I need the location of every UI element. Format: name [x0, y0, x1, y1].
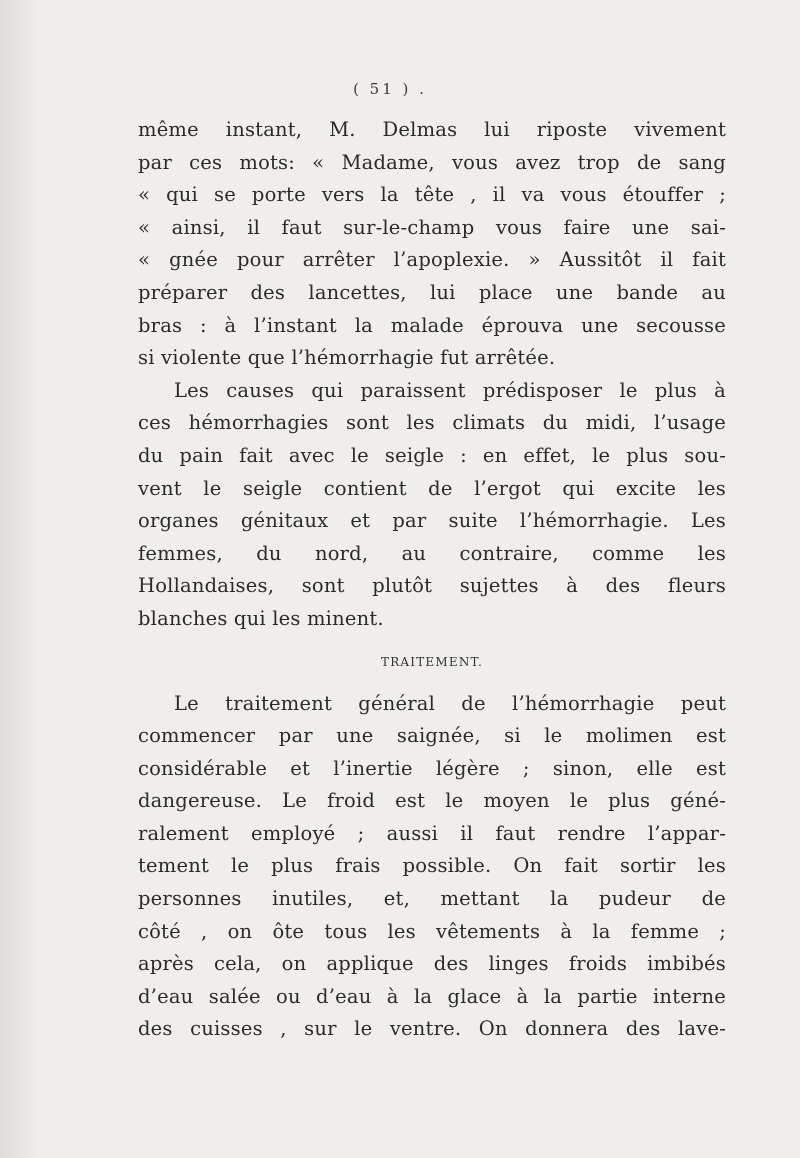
text-line: bras : à l’instant la malade éprouva une secousse [138, 313, 726, 337]
text-line: ralement employé ; aussi il faut rendre l’appar- [138, 821, 726, 845]
text-line: après cela, on applique des linges froids imbibés [138, 952, 726, 976]
body-text [138, 114, 726, 1046]
text-line: Hollandaises, sont plutôt sujettes à des fleurs [138, 574, 726, 598]
page-number: ( 51 ) . [353, 80, 427, 98]
text-line: ces hémorrhagies sont les climats du midi, l’usage [138, 411, 726, 435]
text-line: côté , on ôte tous les vêtements à la femme ; [138, 919, 726, 943]
text-line: « qui se porte vers la tête , il va vous étouffer ; [138, 183, 726, 207]
text-line: blanches qui les minent. [138, 606, 384, 630]
text-line: Le traitement général de l’hémorrhagie peut [174, 691, 726, 715]
text-line: si violente que l’hémorrhagie fut arrêtée. [138, 346, 556, 370]
text-line: préparer des lancettes, lui place une bande au [138, 280, 726, 304]
text-line: par ces mots: « Madame, vous avez trop de sang [138, 150, 726, 174]
section-heading: TRAITEMENT. [380, 654, 483, 669]
text-line: tement le plus frais possible. On fait sortir les [138, 854, 726, 878]
text-line: dangereuse. Le froid est le moyen le plus géné- [138, 789, 726, 813]
text-line: commencer par une saignée, si le molimen est [138, 724, 726, 748]
paragraph-causes [138, 375, 726, 636]
text-line: même instant, M. Delmas lui riposte vivement [138, 118, 726, 141]
paragraph-continuation [138, 114, 726, 375]
text-line: organes génitaux et par suite l’hémorrhagie. Les [138, 509, 726, 533]
page-gutter-shadow [0, 0, 40, 1158]
text-line: « ainsi, il faut sur-le-champ vous faire une sai- [138, 215, 726, 239]
paragraph-treatment [138, 688, 726, 1047]
text-line: considérable et l’inertie légère ; sinon, elle est [138, 756, 726, 780]
text-line: personnes inutiles, et, mettant la pudeur de [138, 887, 726, 911]
text-line: vent le seigle contient de l’ergot qui excite les [138, 476, 726, 500]
text-line: Les causes qui paraissent prédisposer le plus à [174, 378, 726, 402]
text-line: du pain fait avec le seigle : en effet, le plus sou- [138, 443, 726, 467]
text-line: des cuisses , sur le ventre. On donnera des lave- [138, 1017, 726, 1041]
text-line: d’eau salée ou d’eau à la glace à la partie interne [138, 984, 726, 1008]
text-line: « gnée pour arrêter l’apoplexie. » Aussitôt il fait [138, 248, 726, 272]
text-line: femmes, du nord, au contraire, comme les [138, 541, 726, 565]
